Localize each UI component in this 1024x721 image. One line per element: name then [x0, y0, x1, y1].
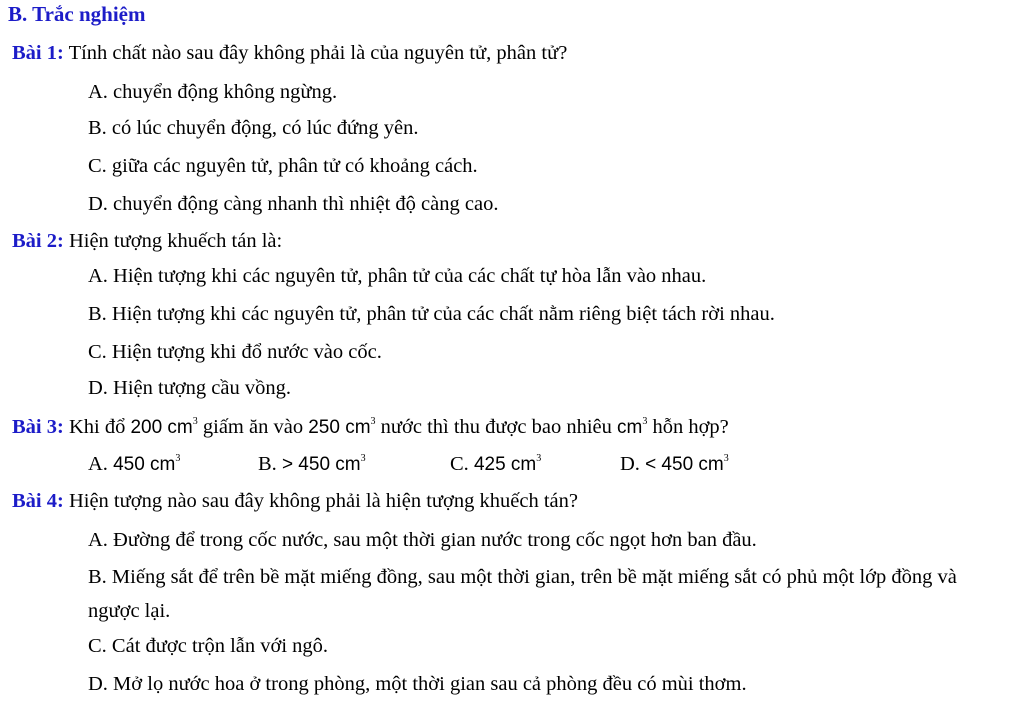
option-1c: C. giữa các nguyên tử, phân tử có khoảng cách. — [88, 155, 478, 177]
option-3c — [450, 453, 541, 476]
option-1d: D. chuyển động càng nhanh thì nhiệt độ càng cao. — [88, 193, 499, 215]
option-4b: B. Miếng sắt để trên bề mặt miếng đồng, sau một thời gian, trên bề mặt miếng sắt có phủ một lớp đồng và ngược lại. — [88, 566, 957, 622]
question-text: Hiện tượng nào sau đây không phải là hiện tượng khuếch tán? — [63, 490, 578, 512]
option-letter: C. — [450, 453, 474, 475]
option-2b: B. Hiện tượng khi các nguyên tử, phân tử của các chất nằm riêng biệt tách rời nhau. — [88, 303, 775, 325]
question-text-part: hỗn hợp? — [647, 416, 729, 438]
unit: cm — [617, 417, 643, 438]
option-2c: C. Hiện tượng khi đổ nước vào cốc. — [88, 341, 382, 363]
option-4d: D. Mở lọ nước hoa ở trong phòng, một thời gian sau cả phòng đều có mùi thơm. — [88, 673, 747, 695]
option-value: > 450 cm — [281, 454, 361, 475]
question-text: Tính chất nào sau đây không phải là của nguyên tử, phân tử? — [63, 42, 568, 64]
question-text-part: giấm ăn vào — [197, 416, 309, 438]
question-2 — [12, 230, 282, 253]
option-3a — [88, 453, 180, 476]
question-3 — [12, 416, 729, 439]
option-4c: C. Cát được trộn lẫn với ngô. — [88, 635, 329, 657]
option-1b: B. có lúc chuyển động, có lúc đứng yên. — [88, 117, 419, 139]
superscript: 3 — [175, 453, 181, 464]
option-2a: A. Hiện tượng khi các nguyên tử, phân tử của các chất tự hòa lẫn vào nhau. — [88, 265, 707, 287]
question-label: Bài 1: — [12, 42, 64, 64]
superscript: 3 — [642, 416, 648, 427]
quantity-value: 200 cm — [130, 417, 193, 438]
option-value: 450 cm — [113, 454, 176, 475]
option-value: 425 cm — [473, 454, 537, 475]
question-text: Hiện tượng khuếch tán là: — [63, 230, 283, 252]
question-text-part: Khi đổ — [63, 416, 131, 438]
question-text-part: nước thì thu được bao nhiêu — [375, 416, 617, 438]
option-value: < 450 cm — [645, 454, 724, 475]
option-letter: A. — [88, 453, 114, 475]
superscript: 3 — [192, 416, 198, 427]
question-4 — [12, 490, 578, 513]
options-row-3 — [88, 453, 788, 479]
option-3b — [258, 453, 366, 476]
option-1a: A. chuyển động không ngừng. — [88, 81, 338, 103]
question-label: Bài 3: — [12, 416, 64, 438]
superscript: 3 — [723, 453, 729, 464]
section-title: B. Trắc nghiệm — [8, 2, 146, 26]
quantity-value: 250 cm — [308, 417, 371, 438]
option-letter: D. — [620, 453, 646, 475]
superscript: 3 — [370, 416, 376, 427]
superscript: 3 — [536, 453, 542, 464]
option-letter: B. — [258, 453, 282, 475]
option-2d: D. Hiện tượng cầu vồng. — [88, 377, 291, 399]
superscript: 3 — [360, 453, 366, 464]
option-4a: A. Đường để trong cốc nước, sau một thời gian nước trong cốc ngọt hơn ban đầu. — [88, 529, 757, 551]
option-3d — [620, 453, 729, 476]
question-1 — [12, 42, 567, 65]
question-label: Bài 4: — [12, 490, 64, 512]
question-label: Bài 2: — [12, 230, 64, 252]
